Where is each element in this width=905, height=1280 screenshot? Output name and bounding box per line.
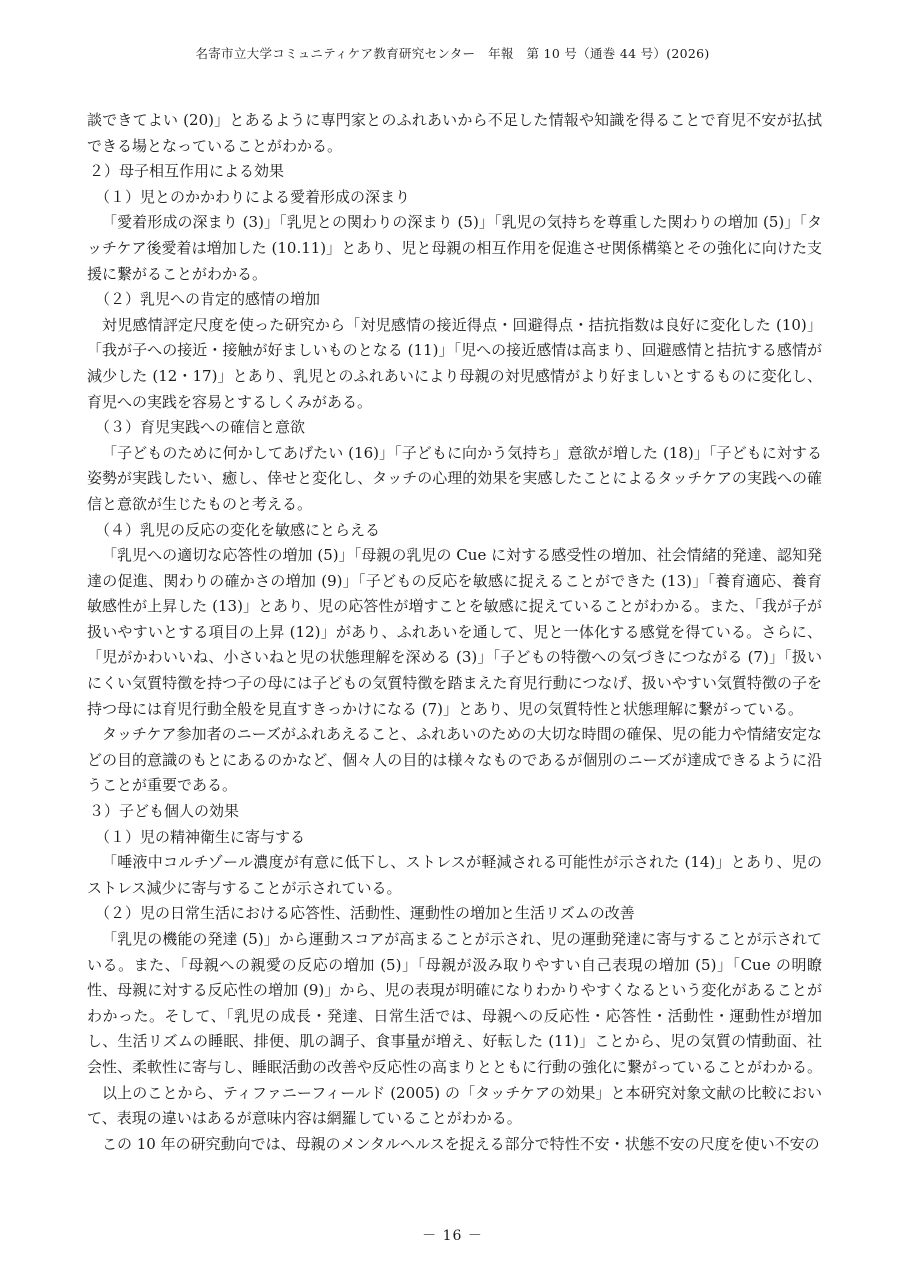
section-heading: ３）子ども個人の効果 [89, 802, 240, 821]
paragraph: 「乳児の機能の発達 (5)」から運動スコアが高まることが示され、児の運動発達に寄与することが示されている。また、「母親への親愛の反応の増加 (5)」「母親が汲み取りやすい自己表現の増加 (5)」「Cue の明瞭性、母親に対する反応性の増加 (9)」から、児の表現が明確になりわかりやすくなるという変化があることがわかった。そして、「乳児の成長・発達、日常生活では、母親への反応性・応答性・活動性・運動性が増加し、生活リズムの睡眠、排便、肌の調子、食事量が増え、好転した (11)」ことから、児の気質の情動面、社会性、柔軟性に寄与し、睡眠活動の改善や反応性の高まりとともに行動の強化に繋がっていることがわかる。 [87, 930, 823, 1076]
paragraph: 談できてよい (20)」とあるように専門家とのふれあいから不足した情報や知識を得ることで育児不安が払拭できる場となっていることがわかる。 [87, 111, 822, 155]
running-header: 名寄市立大学コミュニティケア教育研究センター 年報 第 10 号（通巻 44 号）(2026) [195, 46, 710, 61]
subsection-heading: （１）児とのかかわりによる愛着形成の深まり [95, 187, 411, 206]
paragraph: 「子どものために何かしてあげたい (16)」「子どもに向かう気持ち」意欲が増した (18)」「子どもに対する姿勢が実践したい、癒し、倖せと変化し、タッチの心理的効果を実感したことによるタッチケアの実践への確信と意欲が生じたものと考える。 [87, 443, 822, 513]
paragraph: 対児感情評定尺度を使った研究から「対児感情の接近得点・回避得点・拮抗指数は良好に変化した (10)」「我が子への接近・接触が好ましいものとなる (11)」「児への接近感情は高まり、回避感情と拮抗する感情が減少した (12・17)」とあり、乳児とのふれあいにより母親の対児感情がより好ましいとするものに変化し、育児への実践を容易とするしくみがある。 [87, 315, 822, 411]
paragraph: タッチケア参加者のニーズがふれあえること、ふれあいのための大切な時間の確保、児の能力や情緒安定などの目的意識のもとにあるのかなど、個々人の目的は様々なものであるが個別のニーズが達成できるように沿うことが重要である。 [87, 725, 822, 795]
subsection-heading: （４）乳児の反応の変化を敏感にとらえる [95, 520, 381, 539]
subsection-heading: （１）児の精神衛生に寄与する [95, 827, 306, 846]
paragraph: 以上のことから、ティファニーフィールド (2005) の「タッチケアの効果」と本研究対象文献の比較において、表現の違いはあるが意味内容は網羅していることがわかる。 [87, 1083, 822, 1128]
body-text [87, 108, 822, 1157]
subsection-heading: （３）育児実践への確信と意欲 [95, 418, 306, 437]
paragraph: この 10 年の研究動向では、母親のメンタルヘルスを捉える部分で特性不安・状態不安の尺度を使い不安の [102, 1134, 820, 1153]
page-number: － 16 － [422, 1228, 483, 1244]
subsection-heading: （２）児の日常生活における応答性、活動性、運動性の増加と生活リズムの改善 [95, 904, 635, 923]
paragraph: 「唾液中コルチゾール濃度が有意に低下し、ストレスが軽減される可能性が示された (14)」とあり、児のストレス減少に寄与することが示されている。 [87, 853, 822, 897]
paragraph: 「乳児への適切な応答性の増加 (5)」「母親の乳児の Cue に対する感受性の増加、社会情緒的発達、認知発達の促進、関わりの確かさの増加 (9)」「子どもの反応を敏感に捉えることができた (13)」「養育適応、養育敏感性が上昇した (13)」とあり、児の応答性が増すことを敏感に捉えていることがわかる。また、「我が子が扱いやすいとする項目の上昇 (12)」があり、ふれあいを通して、児と一体化する感覚を得ている。さらに、「児がかわいいね、小さいねと児の状態理解を深める (3)」「子どもの特徴への気づきにつながる (7)」「扱いにくい気質特徴を持つ子の母には子どもの気質特徴を踏まえた育児行動につなげ、扱いやすい気質特徴の子を持つ母には育児行動全般を見直すきっかけになる (7)」とあり、児の気質特性と状態理解に繋がっている。 [87, 546, 822, 718]
section-heading: ２）母子相互作用による効果 [89, 162, 285, 181]
paragraph: 「愛着形成の深まり (3)」「乳児との関わりの深まり (5)」「乳児の気持ちを尊重した関わりの増加 (5)」「タッチケア後愛着は増加した (10.11)」とあり、児と母親の相互作用を促進させ関係構築とその強化に向けた支援に繋がることがわかる。 [87, 213, 822, 283]
subsection-heading: （２）乳児への肯定的感情の増加 [95, 290, 321, 309]
